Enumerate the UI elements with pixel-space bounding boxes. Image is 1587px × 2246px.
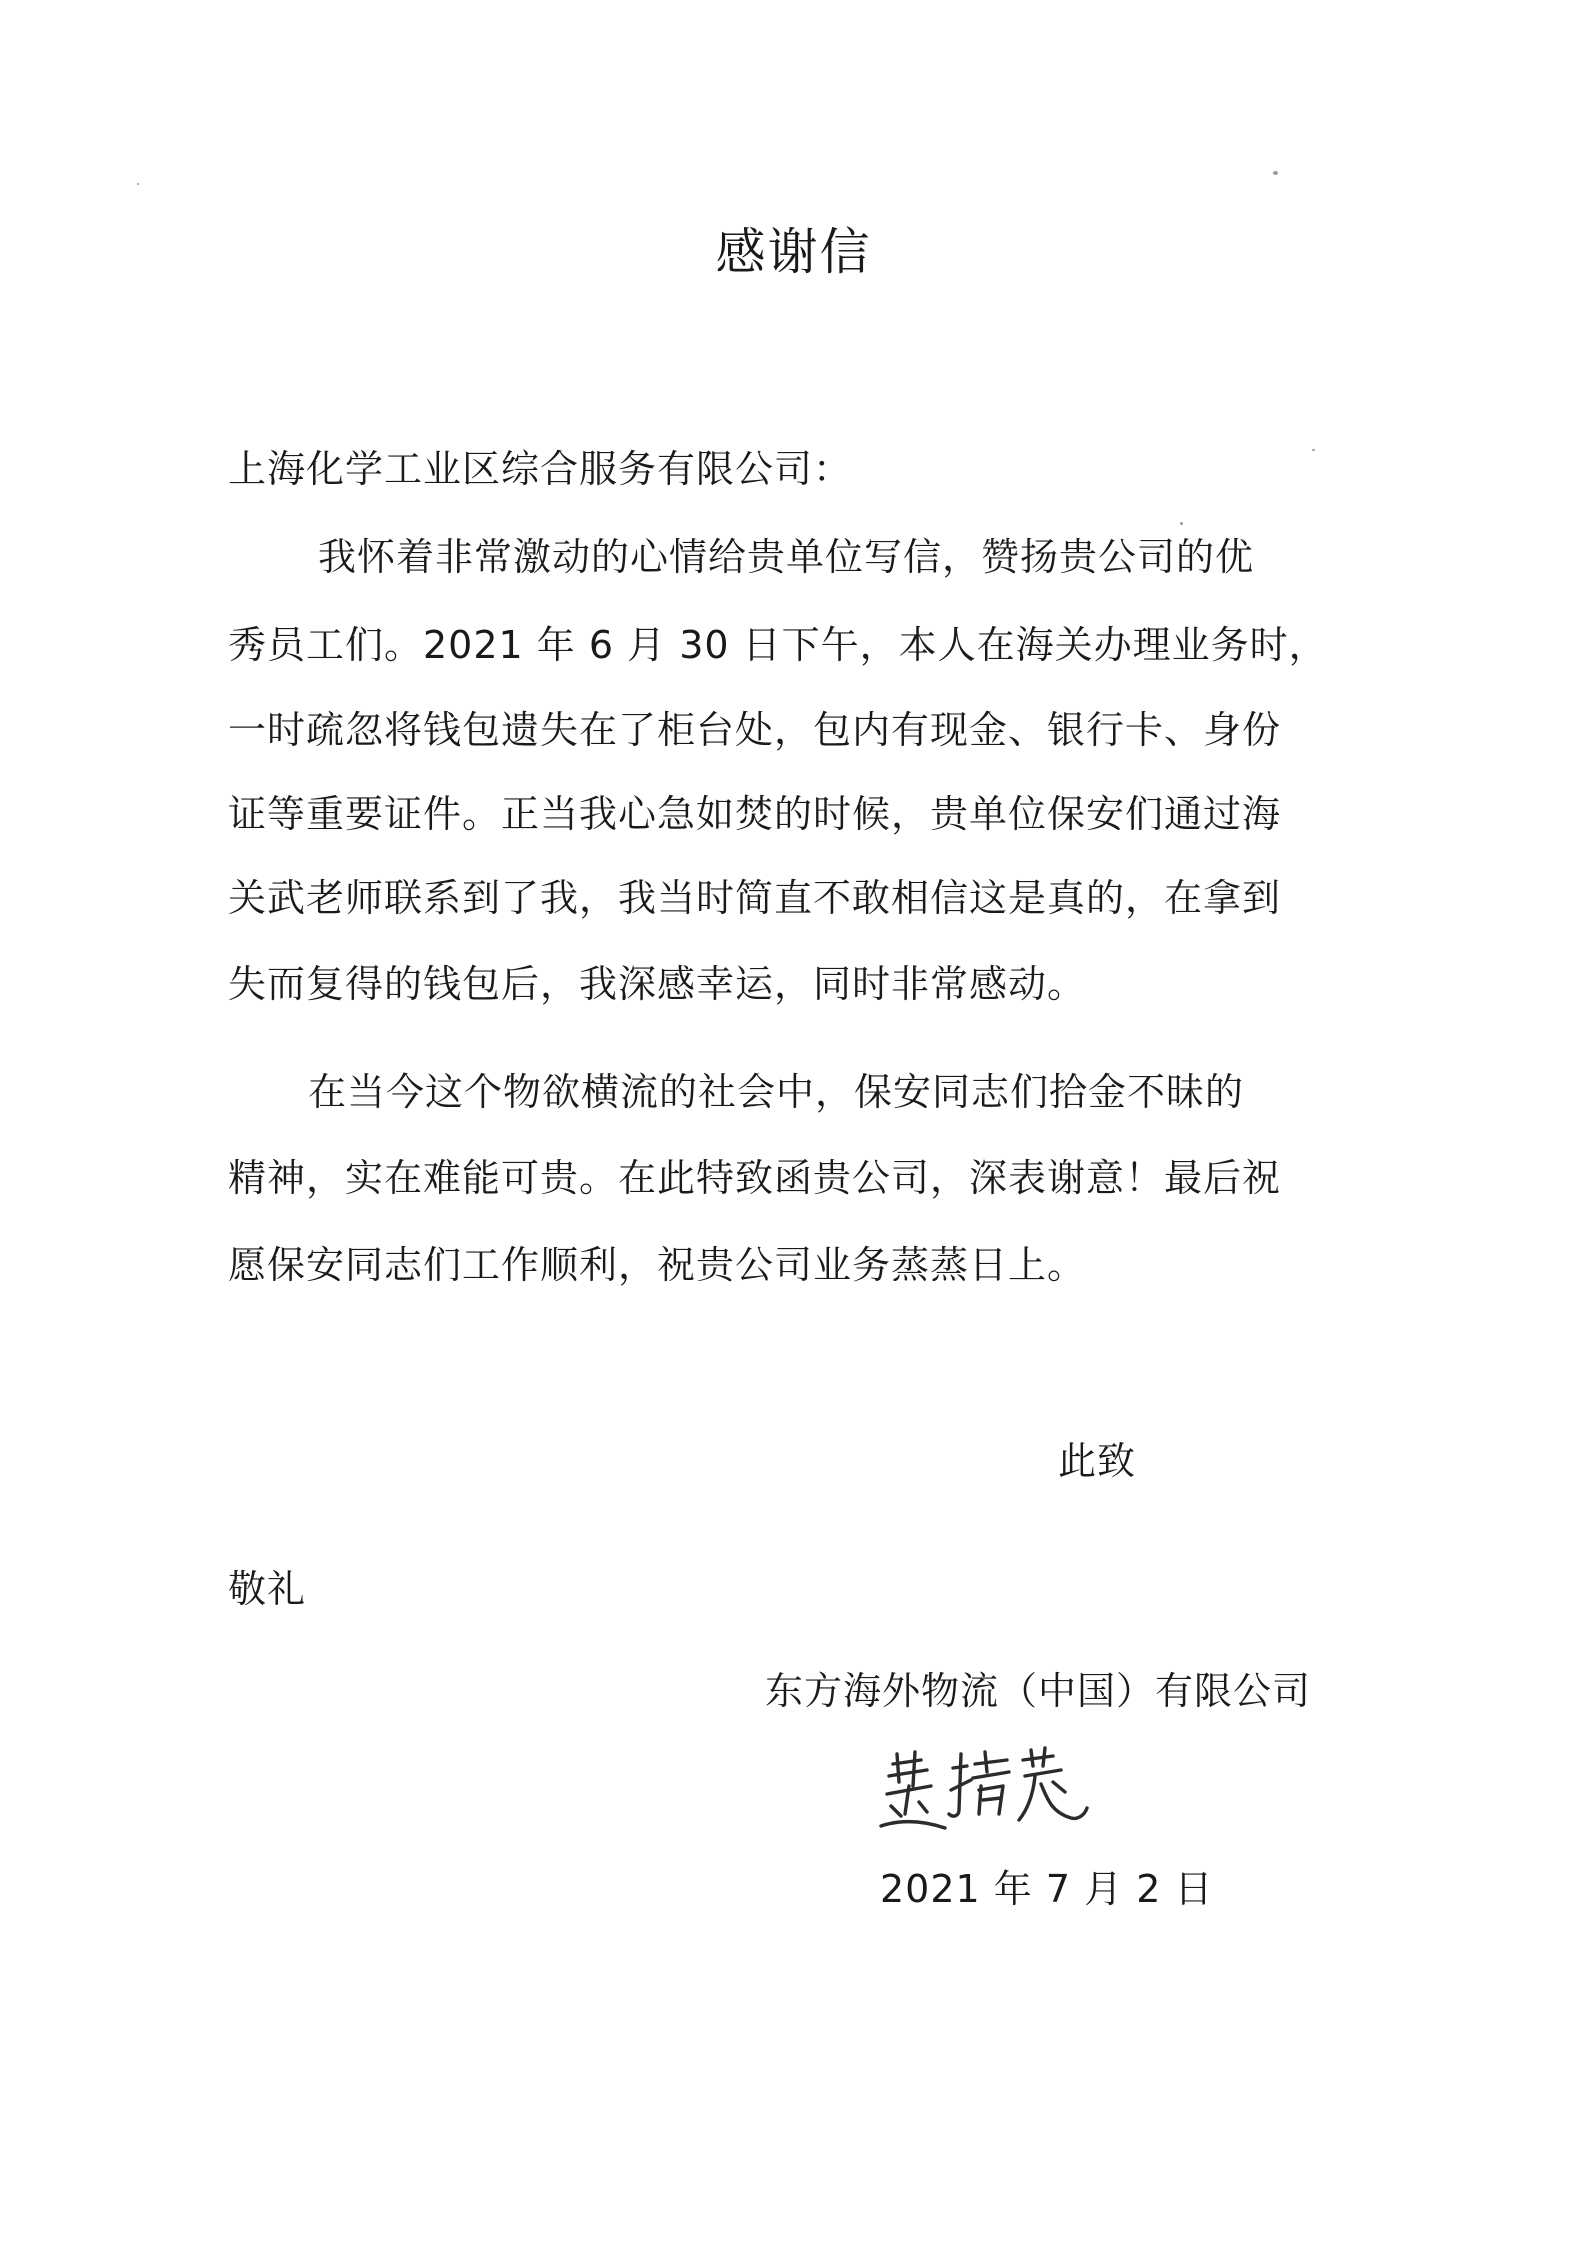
paragraph-1-line: 一时疏忽将钱包遗失在了柜台处，包内有现金、银行卡、身份 [228, 708, 1282, 752]
paragraph-1-line: 失而复得的钱包后，我深感幸运，同时非常感动。 [228, 962, 1087, 1006]
scan-speck [1180, 522, 1183, 525]
closing-jingli: 敬礼 [228, 1567, 307, 1611]
paragraph-1-line: 关武老师联系到了我，我当时简直不敢相信这是真的，在拿到 [228, 876, 1282, 920]
salutation: 上海化学工业区综合服务有限公司： [228, 447, 853, 491]
sender-company: 东方海外物流（中国）有限公司 [765, 1669, 1312, 1713]
paragraph-2-line: 精神，实在难能可贵。在此特致函贵公司，深表谢意！最后祝 [228, 1156, 1282, 1200]
handwritten-signature [875, 1742, 1105, 1837]
letter-date: 2021 年 7 月 2 日 [880, 1867, 1214, 1911]
paragraph-1-line: 证等重要证件。正当我心急如焚的时候，贵单位保安们通过海 [228, 792, 1282, 836]
scan-speck [1273, 171, 1278, 175]
scan-speck [1312, 449, 1315, 451]
scan-speck [137, 183, 139, 185]
paragraph-2-line: 在当今这个物欲横流的社会中，保安同志们拾金不昧的 [308, 1070, 1245, 1114]
paragraph-2-line: 愿保安同志们工作顺利，祝贵公司业务蒸蒸日上。 [228, 1243, 1087, 1287]
paragraph-1-line: 秀员工们。2021 年 6 月 30 日下午，本人在海关办理业务时， [228, 623, 1328, 667]
closing-cizhi: 此致 [1058, 1439, 1137, 1483]
letter-title: 感谢信 [715, 223, 872, 281]
paragraph-1-line: 我怀着非常激动的心情给贵单位写信，赞扬贵公司的优 [318, 535, 1255, 579]
